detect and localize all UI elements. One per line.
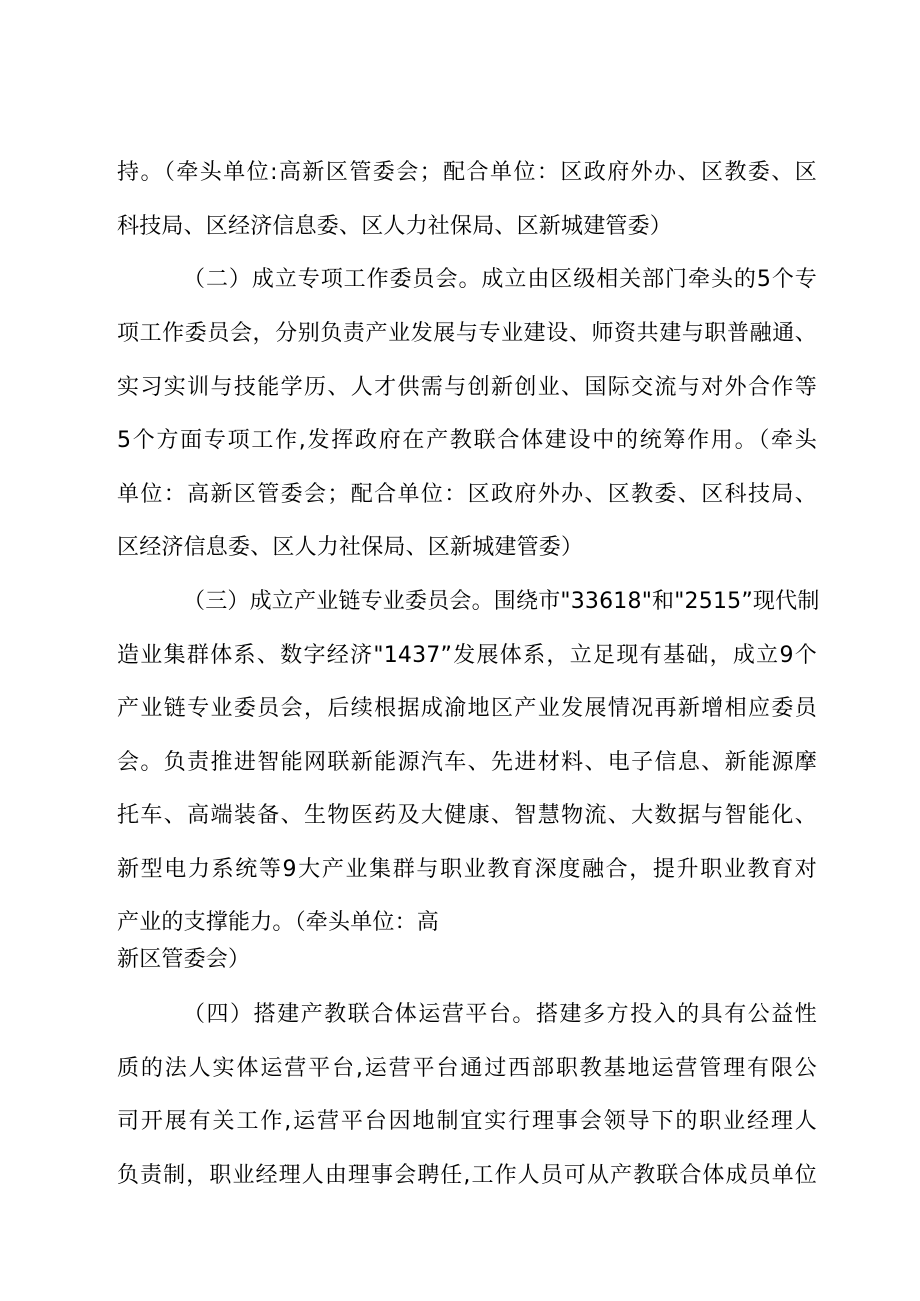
paragraph-line: 会。负责推进智能网联新能源汽车、先进材料、电子信息、新能源摩: [117, 750, 817, 775]
paragraph-line: 托车、高端装备、生物医药及大健康、智慧物流、大数据与智能化、: [117, 803, 817, 828]
paragraph-line: 造业集群体系、数字经济"1437”发展体系，立足现有基础，成立9个: [117, 643, 817, 668]
paragraph-line: 新区管委会）: [117, 947, 251, 972]
paragraph-line: 项工作委员会，分别负责产业发展与专业建设、师资共建与职普融通、: [117, 321, 817, 346]
paragraph-line: 司开展有关工作,运营平台因地制宜实行理事会领导下的职业经理人: [117, 1109, 817, 1134]
paragraph-line: 区经济信息委、区人力社保局、区新城建管委）: [117, 535, 584, 560]
paragraph-line: 科技局、区经济信息委、区人力社保局、区新城建管委）: [117, 214, 673, 239]
paragraph-line: 质的法人实体运营平台,运营平台通过西部职教基地运营管理有限公: [117, 1056, 817, 1081]
paragraph-line: （二）成立专项工作委员会。成立由区级相关部门牵头的5个专: [183, 267, 817, 292]
paragraph-line: 5个方面专项工作,发挥政府在产教联合体建设中的统筹作用。（牵头: [117, 428, 817, 453]
paragraph-line: 负责制，职业经理人由理事会聘任,工作人员可从产教联合体成员单位: [117, 1163, 817, 1188]
paragraph-line: 单位：高新区管委会；配合单位：区政府外办、区教委、区科技局、: [117, 482, 817, 507]
paragraph-line: （三）成立产业链专业委员会。围绕市"33618"和"2515”现代制: [183, 589, 820, 614]
paragraph-line: 产业的支撑能力。（牵头单位：高: [117, 910, 440, 935]
paragraph-line: 新型电力系统等9大产业集群与职业教育深度融合，提升职业教育对: [117, 857, 817, 882]
paragraph-line: 持。（牵头单位:高新区管委会；配合单位：区政府外办、区教委、区: [117, 160, 817, 185]
paragraph-line: （四）搭建产教联合体运营平台。搭建多方投入的具有公益性: [183, 1002, 817, 1027]
paragraph-line: 产业链专业委员会，后续根据成渝地区产业发展情况再新增相应委员: [117, 696, 817, 721]
paragraph-line: 实习实训与技能学历、人才供需与创新创业、国际交流与对外合作等: [117, 375, 817, 400]
